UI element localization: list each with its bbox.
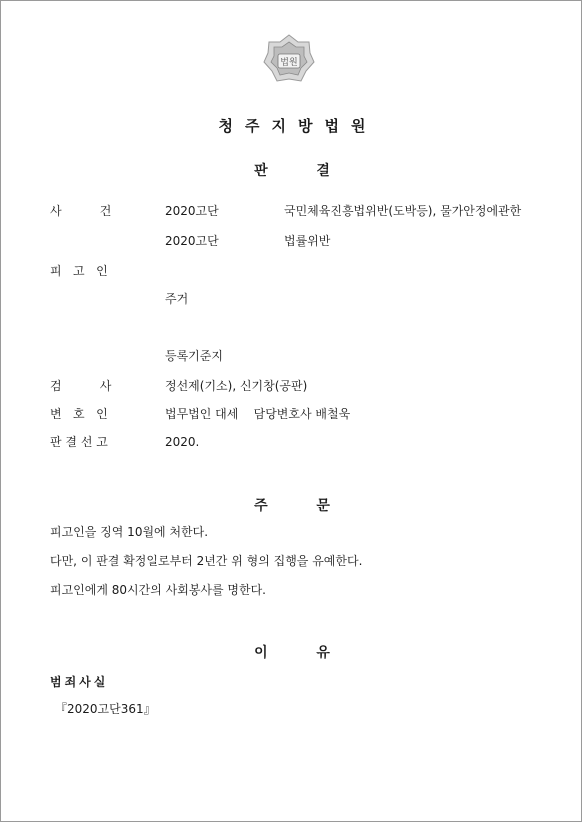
facts-heading: 범죄사실	[50, 675, 109, 689]
emblem-text: 법원	[280, 58, 298, 68]
address-label: 주거	[165, 292, 189, 306]
case-number-2: 2020고단	[165, 234, 219, 248]
court-emblem-icon	[263, 33, 315, 85]
case-number-1: 2020고단	[165, 204, 219, 218]
registry-label: 등록기준지	[165, 349, 223, 363]
case-name-2: 법률위반	[284, 234, 331, 248]
judgment-date-label: 판 결 선 고	[50, 435, 108, 449]
prosecutor-label: 검 사	[50, 379, 112, 393]
reasons-title: 이 유	[254, 645, 330, 661]
order-title: 주 문	[254, 498, 330, 514]
court-name: 청주지방법원	[218, 117, 378, 135]
order-line: 다만, 이 판결 확정일로부터 2년간 위 형의 집행을 유예한다.	[50, 554, 363, 568]
judgment-date-value: 2020.	[165, 435, 200, 449]
order-line: 피고인을 징역 10월에 처한다.	[50, 525, 209, 539]
counsel-label: 변 호 인	[50, 407, 108, 421]
order-line: 피고인에게 80시간의 사회봉사를 명한다.	[50, 583, 267, 597]
prosecutor-value: 정선제(기소), 신기창(공판)	[165, 379, 308, 393]
document-title: 판 결	[254, 163, 330, 179]
counsel-value: 법무법인 대세 담당변호사 배철욱	[165, 407, 351, 421]
case-label: 사 건	[50, 204, 112, 218]
defendant-label: 피 고 인	[50, 264, 108, 278]
case-reference: 『2020고단361』	[55, 702, 156, 716]
case-name-1: 국민체육진흥법위반(도박등), 물가안정에관한	[284, 204, 522, 218]
